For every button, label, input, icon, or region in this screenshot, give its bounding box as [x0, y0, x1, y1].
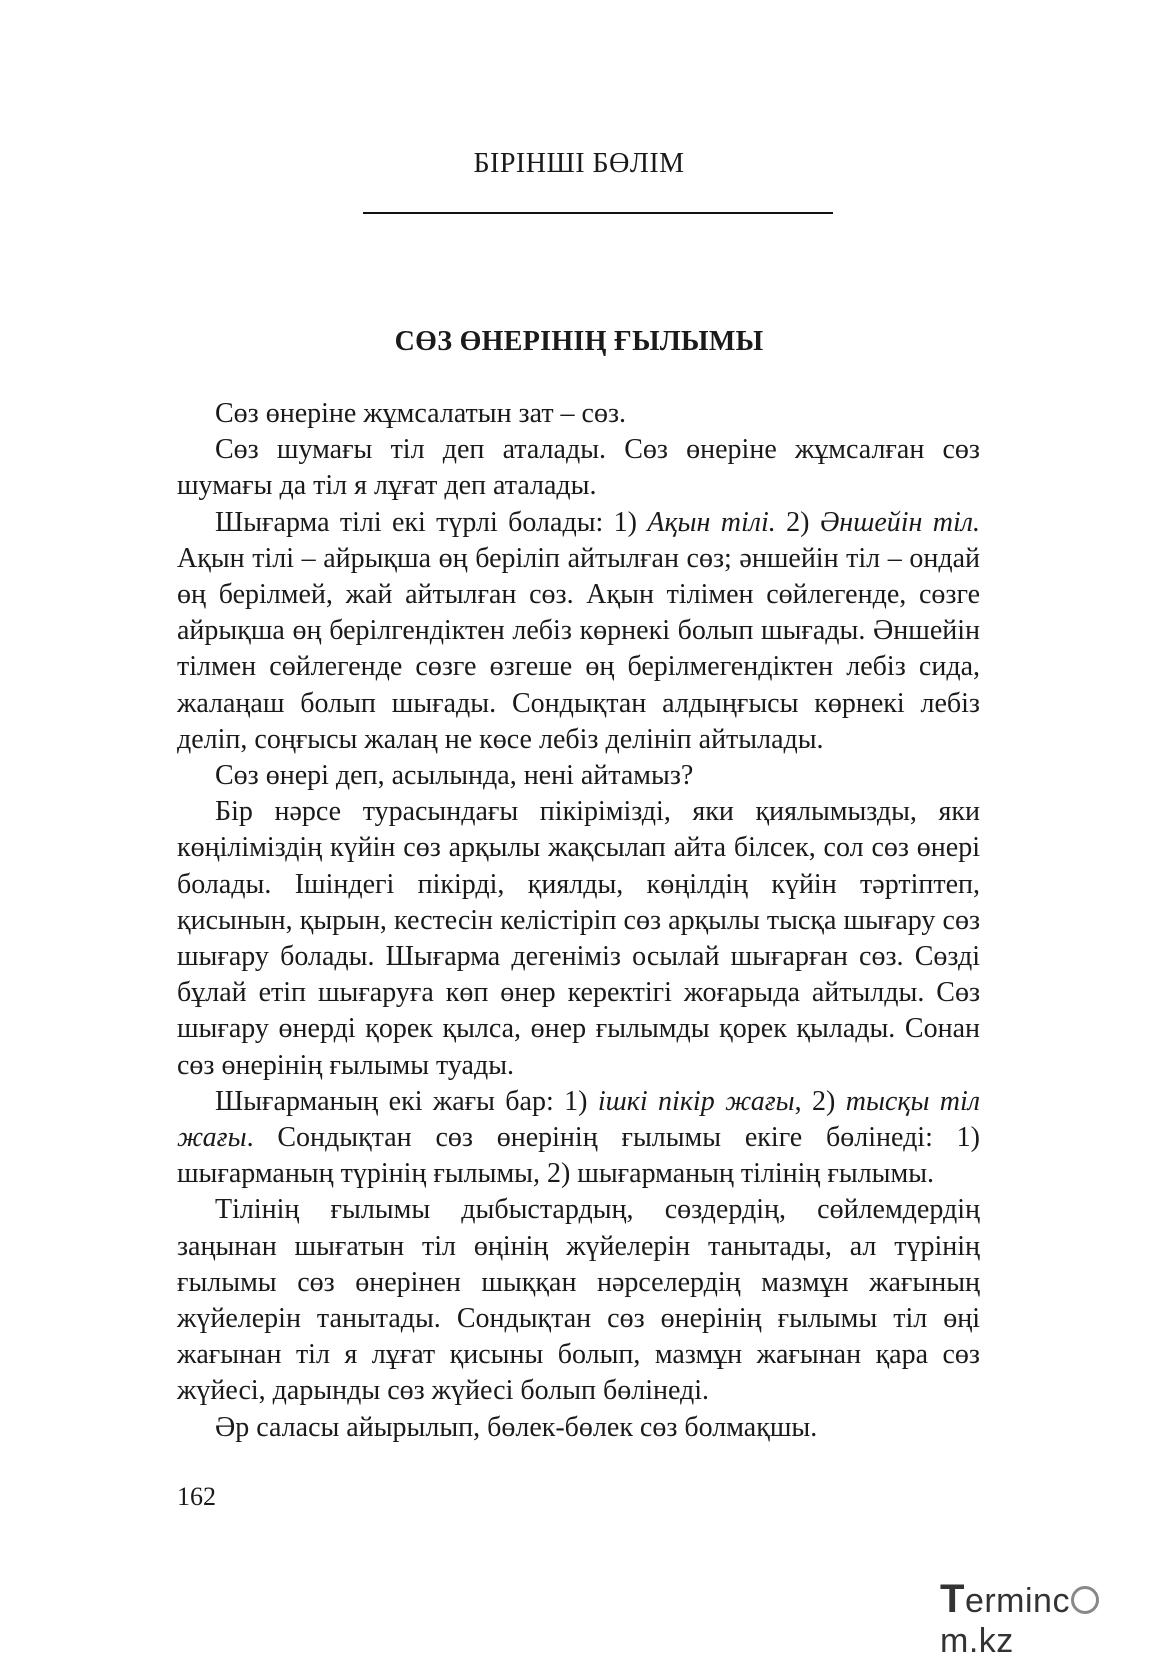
- italic-term: Ақын тілі.: [647, 506, 776, 538]
- italic-term: Әншейін тіл.: [819, 506, 981, 538]
- part-title: БІРІНШІ БӨЛІМ: [473, 148, 685, 179]
- italic-term: тысқы тіл жағы: [177, 1085, 980, 1154]
- paragraph: Бір нәрсе турасындағы пікірімізді, яки қиялымызды, яки көңіліміздің күйін сөз арқылы жақсылап айта білсек, сол сөз өнері болады. Ішіндегі пікірді, қиялды, көңілдің күйін тәртіптеп, қисынын, қырын, кестесін келістіріп сөз арқылы тысқа шығару сөз шығару болады. Шығарма дегеніміз осылай шығарған сөз. Сөзді бұлай етіп шығаруға көп өнер керектігі жоғарыда айтылды. Сөз шығару өнерді қорек қылса, өнер ғылымды қорек қылады. Сонан сөз өнерінің ғылымы туады.: [177, 796, 980, 1081]
- watermark-logo: [940, 1577, 1158, 1661]
- page-number: 162: [177, 1482, 216, 1511]
- watermark-letter: T: [940, 1577, 965, 1621]
- part-title-rule: [363, 212, 833, 214]
- paragraph: Сөз шумағы тіл деп аталады. Сөз өнеріне жұмсалған сөз шумағы да тіл я лұғат деп аталады.: [177, 434, 980, 502]
- chapter-title: СӨЗ ӨНЕРІНІҢ ҒЫЛЫМЫ: [394, 326, 764, 357]
- watermark-text: m.kz: [940, 1622, 1014, 1660]
- watermark-o-icon: [1071, 1586, 1099, 1614]
- watermark-text: erminc: [964, 1582, 1070, 1620]
- paragraph: Сөз өнеріне жұмсалатын зат – сөз.: [215, 398, 627, 429]
- paragraph: [177, 1084, 980, 1193]
- paragraph-text: , 2): [794, 1085, 846, 1117]
- italic-term: ішкі пікір жағы: [597, 1085, 795, 1117]
- paragraph: [177, 505, 980, 758]
- paragraph-text: 2): [775, 506, 820, 538]
- paragraph-text: Шығарманың екі жағы бар: 1): [215, 1085, 598, 1117]
- paragraph-text: Ақын тілі – айрықша өң беріліп айтылған сөз; әншейін тіл – ондай өң берілмей, жай айтылған сөз. Ақын тілімен сөйлегенде, сөзге айрықша өң берілгендіктен лебіз көрнекі болып шығады. Әншейін тілмен сөйлегенде сөзге өзгеше өң берілмегендіктен лебіз сида, жалаңаш болып шығады. Сондықтан алдыңғысы көрнекі лебіз деліп, соңғысы жалаң не көсе лебіз делініп айтылады.: [177, 542, 980, 755]
- body-text: [177, 396, 980, 1446]
- paragraph: Әр саласы айырылып, бөлек-бөлек сөз болмақшы.: [215, 1411, 818, 1443]
- paragraph: Сөз өнері деп, асылында, нені айтамыз?: [215, 760, 694, 792]
- paragraph: Тілінің ғылымы дыбыстардың, сөздердің, сөйлемдердің заңынан шығатын тіл өңінің жүйелерін танытады, ал түрінің ғылымы сөз өнерінен шыққан нәрселердің мазмұн жағының жүйелерін танытады. Сондықтан сөз өнерінің ғылымы тіл өңі жағынан тіл я лұғат қисыны болып, мазмұн жағынан қара сөз жүйесі, дарынды сөз жүйесі болып бөлінеді.: [177, 1194, 980, 1407]
- paragraph-text: Шығарма тілі екі түрлі болады: 1): [215, 506, 648, 538]
- paragraph-text: . Сондықтан сөз өнерінің ғылымы екіге бөлінеді: 1) шығарманың түрінің ғылымы, 2) шығарманың тілінің ғылымы.: [177, 1122, 980, 1190]
